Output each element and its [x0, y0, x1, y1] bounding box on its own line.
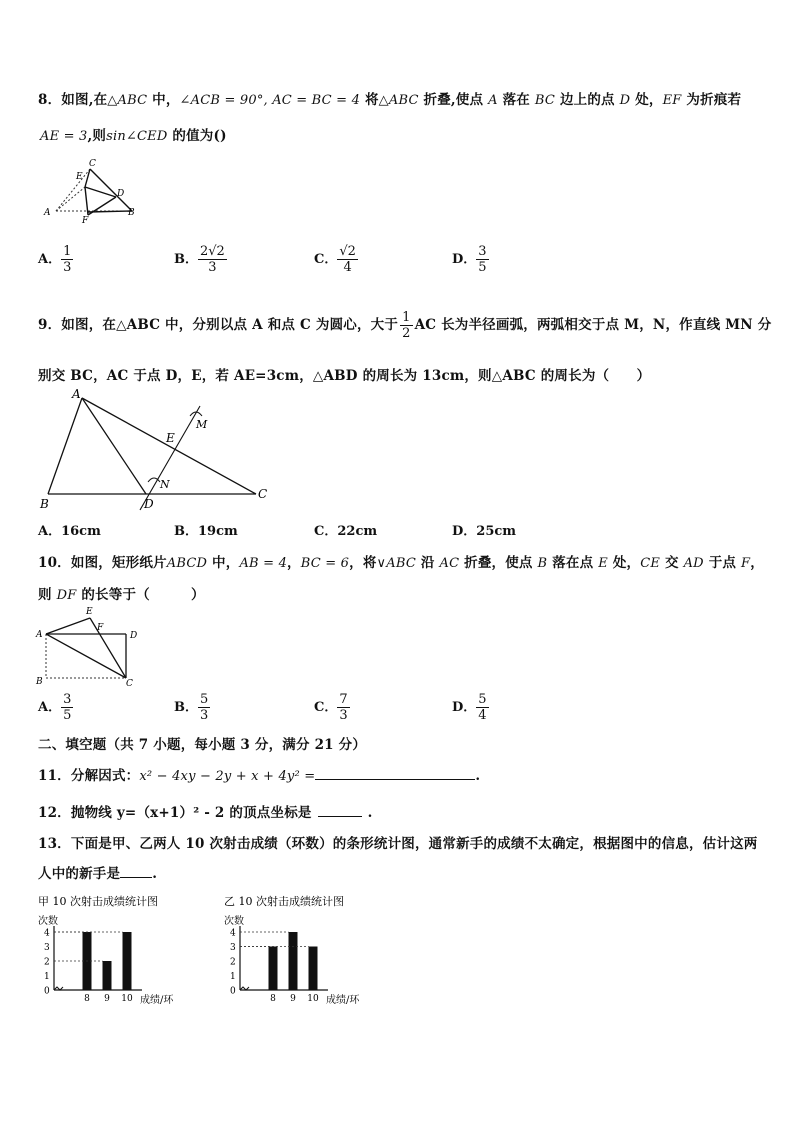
q10-label-c: C [126, 679, 133, 688]
chart-yi [220, 890, 390, 1008]
chart-jia-x-tick-label: 9 [104, 994, 110, 1004]
chart-jia-bar-10 [123, 932, 132, 990]
chart-jia-y-tick-label: 1 [44, 972, 50, 982]
q10-label-f: F [97, 623, 104, 633]
q11-answer-blank [315, 779, 475, 780]
q9-label-a: A [72, 387, 81, 401]
chart-yi-xlabel: 成绩/环 [326, 995, 360, 1006]
chart-yi-y-tick-label: 2 [230, 957, 236, 968]
q9-label-d: D [144, 497, 154, 511]
q8-label-e: E [76, 172, 83, 182]
q8-label-a: A [44, 208, 51, 218]
q9-triangle-figure [36, 386, 276, 512]
q9-label-e: E [166, 431, 175, 445]
q10-label-a: A [36, 630, 43, 640]
chart-jia [34, 890, 204, 1008]
chart-jia-bar-9 [103, 961, 112, 990]
q8-option-d[interactable]: D． $\frac{3}{5}$ [452, 244, 487, 275]
q10-rectangle-figure [34, 604, 144, 688]
q8-option-a[interactable]: A． $\frac{1}{3}$ [38, 244, 72, 275]
chart-yi-bar-10 [309, 947, 318, 991]
chart-yi-y-tick-label: 3 [230, 943, 236, 953]
q8-label-f: F [82, 216, 89, 223]
chart-jia-xlabel: 成绩/环 [140, 995, 174, 1006]
chart-yi-x-tick-label: 10 [307, 994, 319, 1004]
q10-option-d[interactable]: D． $\frac{5}{4}$ [452, 692, 487, 723]
q9-option-a[interactable]: A．16cm [38, 524, 101, 539]
q9-label-c: C [258, 487, 268, 501]
q13-answer-blank [120, 877, 152, 878]
chart-jia-x-tick-label: 8 [84, 994, 90, 1004]
q10-label-d: D [130, 631, 138, 641]
q9-label-b: B [40, 497, 49, 511]
chart-yi-y-tick-label: 1 [230, 972, 236, 982]
q10-option-c[interactable]: C． $\frac{7}{3}$ [314, 692, 348, 723]
q9-label-n: N [160, 478, 170, 491]
q8-label-d: D [117, 189, 125, 199]
q8-label-c: C [89, 159, 96, 169]
chart-yi-ylabel: 次数 [224, 916, 244, 927]
q8-triangle-figure [40, 155, 140, 223]
chart-jia-y-tick-label: 2 [44, 957, 50, 968]
q10-label-b: B [36, 677, 43, 687]
chart-jia-y-tick-label: 0 [44, 986, 50, 997]
chart-yi-x-tick-label: 9 [290, 994, 296, 1004]
chart-jia-y-tick-label: 3 [44, 943, 50, 953]
q8-option-b[interactable]: B． $\frac{2√2}{3}$ [174, 244, 225, 275]
section-heading: 二、填空题（共 7 小题，每小题 3 分，满分 21 分） [38, 737, 367, 753]
chart-jia-title: 甲 10 次射击成绩统计图 [38, 895, 158, 908]
q9-line2: 别交 BC，AC 于点 D，E，若 AE=3cm，△ABD 的周长为 13cm，则△ABC 的周长为（ ） [38, 368, 651, 384]
q13-line2: 人中的新手是 . [38, 866, 158, 882]
q8-line1: 8．如图,在△ABC 中，∠ACB = 90°, AC = BC = 4 将△ABC 折叠,使点 A 落在 BC 边上的点 D 处，EF 为折痕若 [38, 92, 742, 108]
q9-line1: 9．如图，在△ABC 中，分别以点 A 和点 C 为圆心，大于 $\frac{1}{2}$ AC 长为半径画弧，两弧相交于点 M，N，作直线 MN 分 [38, 310, 772, 341]
chart-yi-title: 乙 10 次射击成绩统计图 [224, 895, 344, 908]
q10-line1: 10．如图，矩形纸片ABCD 中，AB = 4，BC = 6，将∨ABC 沿 AC 折叠，使点 B 落在点 E 处，CE 交 AD 于点 F， [38, 555, 764, 571]
chart-yi-x-tick-label: 8 [270, 994, 276, 1004]
q9-option-d[interactable]: D．25cm [452, 524, 517, 539]
chart-yi-bar-8 [269, 947, 278, 991]
q9-option-b[interactable]: B．19cm [174, 524, 238, 539]
q12-answer-blank [318, 816, 362, 817]
q13-line1: 13．下面是甲、乙两人 10 次射击成绩（环数）的条形统计图，通常新手的成绩不太确定，根据图中的信息，估计这两 [38, 836, 758, 852]
q12: 12．抛物线 y=（x+1）² - 2 的顶点坐标是 . [38, 805, 373, 821]
q11: 11．分解因式：x² − 4xy − 2y + x + 4y² = . [38, 768, 481, 784]
q8-option-c[interactable]: C． $\frac{√2}{4}$ [314, 244, 356, 275]
chart-jia-ylabel: 次数 [38, 916, 58, 927]
q10-option-b[interactable]: B． $\frac{5}{3}$ [174, 692, 209, 723]
q8-line2: AE = 3,则sin∠CED 的值为() [40, 128, 227, 144]
q10-option-a[interactable]: A． $\frac{3}{5}$ [38, 692, 72, 723]
q10-label-e: E [86, 607, 93, 617]
chart-yi-bar-9 [289, 932, 298, 990]
chart-jia-y-tick-label: 4 [44, 928, 50, 939]
q9-option-c[interactable]: C．22cm [314, 524, 378, 539]
chart-yi-y-tick-label: 0 [230, 986, 236, 997]
chart-jia-x-tick-label: 10 [121, 994, 133, 1004]
q8-label-b: B [128, 208, 135, 218]
q10-line2: 则 DF 的长等于（ ） [38, 587, 205, 603]
chart-yi-y-tick-label: 4 [230, 928, 236, 939]
q9-label-m: M [196, 418, 208, 431]
